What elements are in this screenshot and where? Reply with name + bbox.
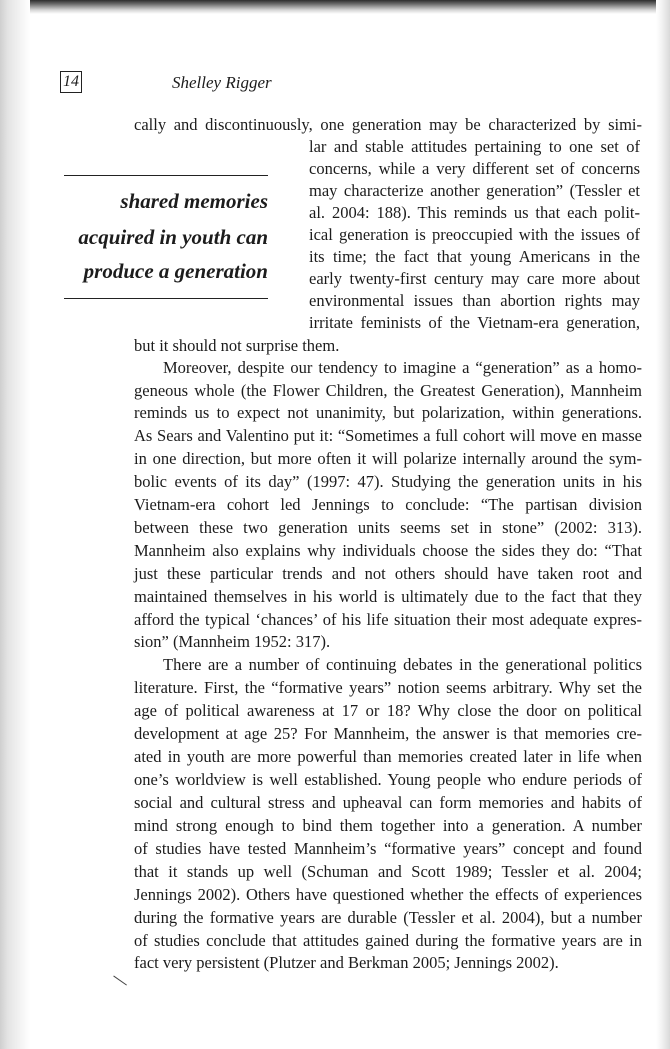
body-line: cally and discontinuously, one generation may be characterized by simi- [134, 115, 642, 134]
body-line: sion” (Mannheim 1952: 317). [134, 632, 331, 651]
body-line: but it should not surprise them. [134, 336, 340, 355]
body-line: in one direction, but more often it will polarize internally around the sym- [134, 449, 642, 468]
page-number: 14 [60, 71, 82, 93]
body-line: one’s worldview is well established. Young people who endure periods of [134, 770, 642, 789]
body-line: concerns, while a very different set of concerns [309, 159, 640, 178]
body-line: social and cultural stress and upheaval can form memories and habits of [134, 793, 642, 812]
body-line: Vietnam-era cohort led Jennings to conclude: “The partisan division [134, 495, 642, 514]
body-line: geneous whole (the Flower Children, the Greatest Generation), Mannheim [134, 381, 642, 400]
body-line: reminds us to expect not unanimity, but polarization, within generations. [134, 403, 642, 422]
binding-shadow-left [0, 0, 30, 1049]
body-line: afford the typical ‘chances’ of his life situation their most adequate expres- [134, 610, 642, 629]
pencil-mark [113, 976, 127, 986]
body-line: Jennings 2002). Others have questioned whether the effects of experiences [134, 885, 642, 904]
body-line: al. 2004: 188). This reminds us that each polit- [309, 203, 640, 222]
pull-quote-line-3: produce a generation [83, 259, 268, 283]
body-line: ated in youth are more powerful than memories created later in life when [134, 747, 642, 766]
body-line: of studies have tested Mannheim’s “formative years” concept and found [134, 839, 642, 858]
body-line: during the formative years are durable (Tessler et al. 2004), but a number [134, 908, 642, 927]
body-line: Moreover, despite our tendency to imagine a “generation” as a homo- [163, 358, 642, 377]
page-edge-right [656, 0, 670, 1049]
body-line: literature. First, the “formative years” notion seems arbitrary. Why set the [134, 678, 642, 697]
body-line: mind strong enough to bind them together into a generation. A number [134, 816, 642, 835]
pull-quote-line-2: acquired in youth can [78, 225, 268, 249]
body-line: maintained themselves in his world is ultimately due to the fact that they [134, 587, 642, 606]
body-line: ical generation is preoccupied with the issues of [309, 225, 640, 244]
pull-quote-line-1: shared memories [120, 189, 268, 213]
body-line: bolic events of its day” (1997: 47). Studying the generation units in his [134, 472, 642, 491]
body-line: its time; the fact that young Americans in the [309, 247, 640, 266]
body-line: may characterize another generation” (Tessler et [309, 181, 640, 200]
body-line: environmental issues than abortion rights may [309, 291, 640, 310]
body-line: development at age 25? For Mannheim, the answer is that memories cre- [134, 724, 642, 743]
body-line: Mannheim also explains why individuals choose the sides they do: “That [134, 541, 642, 560]
body-line: early twenty-first century may care more about [309, 269, 640, 288]
body-line: irritate feminists of the Vietnam-era generation, [309, 313, 640, 332]
body-line: just these particular trends and not others should have taken root and [134, 564, 642, 583]
body-line: that it stands up well (Schuman and Scott 1989; Tessler et al. 2004; [134, 862, 642, 881]
body-line: lar and stable attitudes pertaining to one set of [309, 137, 640, 156]
body-line: of studies conclude that attitudes gained during the formative years are in [134, 931, 642, 950]
pull-quote-bottom-rule [64, 298, 268, 299]
body-line: As Sears and Valentino put it: “Sometimes a full cohort will move en masse [134, 426, 642, 445]
running-head: Shelley Rigger [172, 73, 272, 92]
body-line: between these two generation units seems set in stone” (2002: 313). [134, 518, 642, 537]
body-line: fact very persistent (Plutzer and Berkman 2005; Jennings 2002). [134, 953, 559, 972]
pull-quote-top-rule [64, 175, 268, 176]
body-line: age of political awareness at 17 or 18? Why close the door on political [134, 701, 642, 720]
page-top-edge [0, 0, 670, 14]
body-line: There are a number of continuing debates in the generational politics [163, 655, 642, 674]
